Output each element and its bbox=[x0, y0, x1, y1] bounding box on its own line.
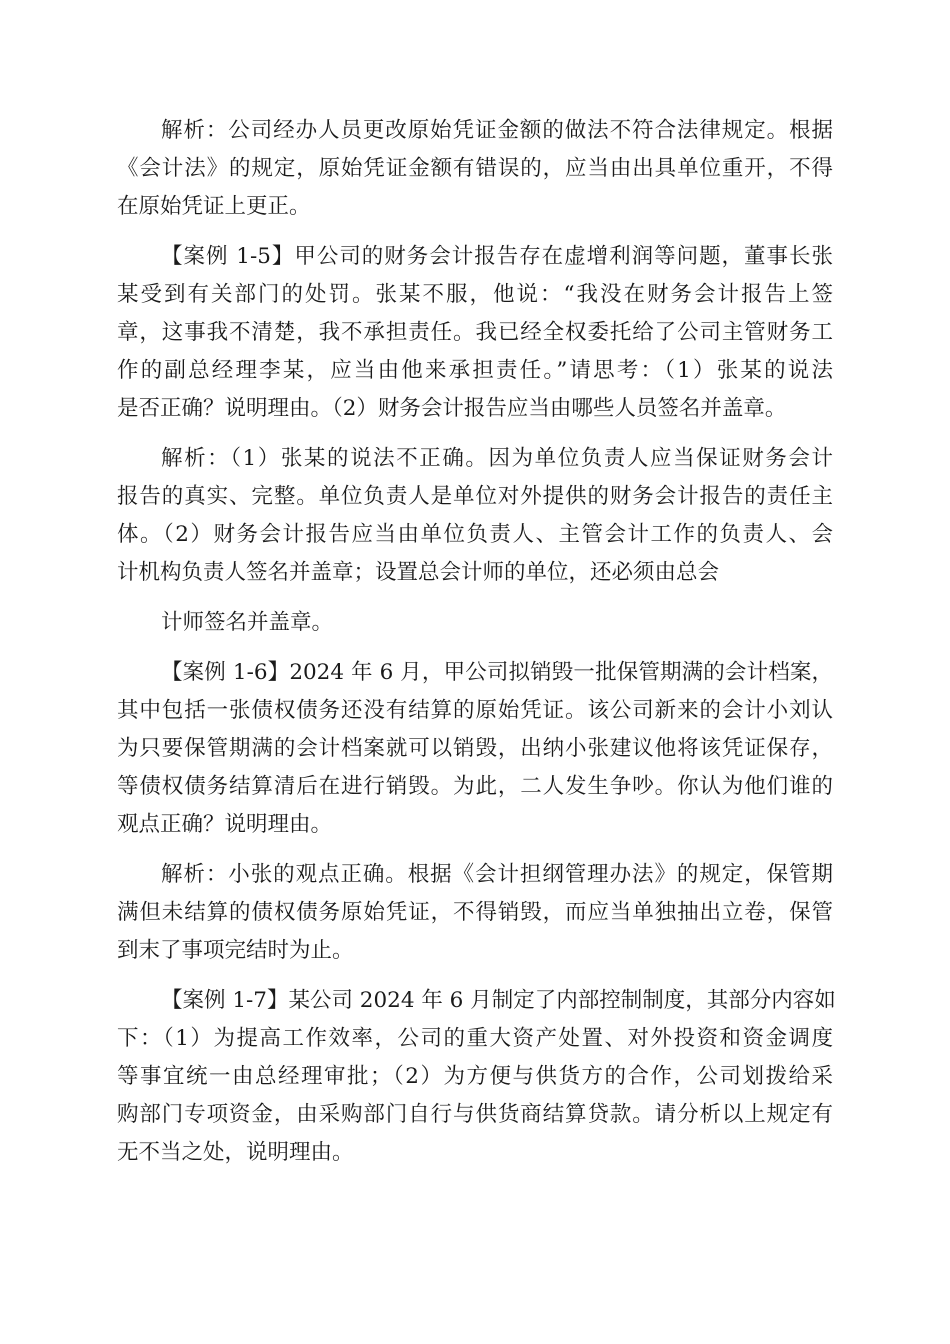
case-paragraph bbox=[117, 982, 836, 1172]
analysis-paragraph bbox=[117, 856, 833, 970]
analysis-paragraph bbox=[117, 440, 833, 592]
text-line: 解析：（1）张某的说法不正确。因为单位负责人应当保证财务会计 bbox=[161, 446, 833, 471]
analysis-paragraph bbox=[117, 112, 833, 226]
text-line: 下：（1）为提高工作效率，公司的重大资产处置、对外投资和资金调度 bbox=[117, 1026, 833, 1051]
analysis-continuation bbox=[117, 604, 833, 642]
text-line: 在原始凭证上更正。 bbox=[117, 194, 311, 219]
text-line: 【案例 1-5】甲公司的财务会计报告存在虚增利润等问题，董事长张 bbox=[161, 244, 833, 269]
text-line: 到末了事项完结时为止。 bbox=[117, 938, 354, 963]
text-line: 其中包括一张债权债务还没有结算的原始凭证。该公司新来的会计小刘认 bbox=[117, 698, 833, 723]
text-line: 观点正确？说明理由。 bbox=[117, 812, 333, 837]
case-paragraph bbox=[117, 238, 833, 428]
text-line: 体。（2）财务会计报告应当由单位负责人、主管会计工作的负责人、会 bbox=[117, 522, 833, 547]
text-line: 某受到有关部门的处罚。张某不服，他说：“我没在财务会计报告上签 bbox=[117, 282, 833, 307]
document-page bbox=[117, 112, 836, 1184]
text-line: 满但未结算的债权债务原始凭证，不得销毁，而应当单独抽出立卷，保管 bbox=[117, 900, 833, 925]
text-line: 《会计法》的规定，原始凭证金额有错误的，应当由出具单位重开，不得 bbox=[117, 156, 833, 181]
text-line: 解析：小张的观点正确。根据《会计担纲管理办法》的规定，保管期 bbox=[161, 862, 833, 887]
text-line: 等债权债务结算清后在进行销毁。为此，二人发生争吵。你认为他们谁的 bbox=[117, 774, 833, 799]
text-line: 无不当之处，说明理由。 bbox=[117, 1140, 354, 1165]
text-line: 解析：公司经办人员更改原始凭证金额的做法不符合法律规定。根据 bbox=[161, 118, 833, 143]
text-line: 报告的真实、完整。单位负责人是单位对外提供的财务会计报告的责任主 bbox=[117, 484, 833, 509]
text-line: 购部门专项资金，由采购部门自行与供货商结算贷款。请分析以上规定有 bbox=[117, 1102, 833, 1127]
text-line: 为只要保管期满的会计档案就可以销毁，出纳小张建议他将该凭证保存， bbox=[117, 736, 833, 761]
text-line: 计师签名并盖章。 bbox=[161, 610, 334, 635]
text-line: 是否正确？说明理由。（2）财务会计报告应当由哪些人员签名并盖章。 bbox=[117, 396, 787, 421]
text-line: 计机构负责人签名并盖章；设置总会计师的单位，还必须由总会 bbox=[117, 560, 720, 585]
text-line: 【案例 1-6】2024 年 6 月，甲公司拟销毁一批保管期满的会计档案， bbox=[161, 660, 833, 685]
text-line: 章，这事我不清楚，我不承担责任。我已经全权委托给了公司主管财务工 bbox=[117, 320, 833, 345]
case-paragraph bbox=[117, 654, 833, 844]
text-line: 作的副总经理李某，应当由他来承担责任。”请思考：（1）张某的说法 bbox=[117, 358, 833, 383]
text-line: 【案例 1-7】某公司 2024 年 6 月制定了内部控制制度，其部分内容如 bbox=[161, 988, 836, 1013]
text-line: 等事宜统一由总经理审批；（2）为方便与供货方的合作，公司划拨给采 bbox=[117, 1064, 833, 1089]
